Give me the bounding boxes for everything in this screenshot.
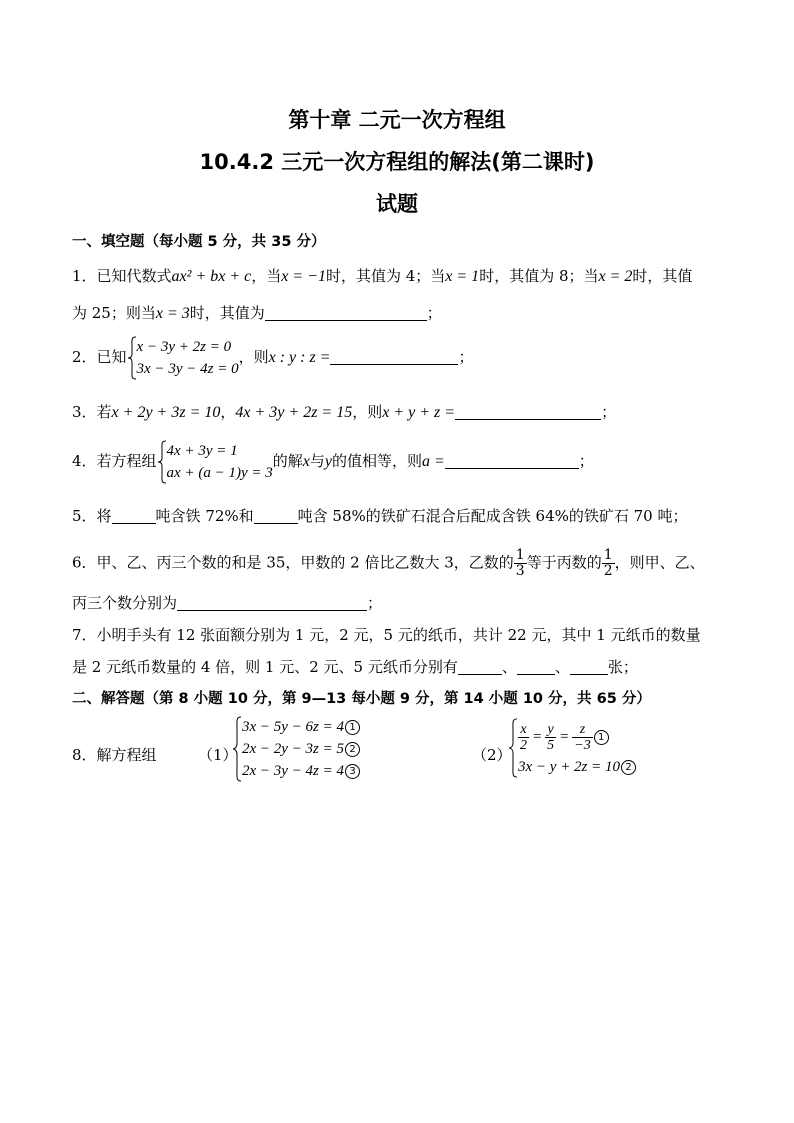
- q3-sum: x + y + z =: [382, 404, 456, 421]
- question-1-line-2: [72, 302, 442, 323]
- question-1-line-1: [72, 265, 692, 286]
- question-4: [72, 440, 594, 484]
- q7-separator: 、: [554, 658, 570, 676]
- q8-s1-equation-2: [242, 738, 360, 760]
- q5-blank-1[interactable]: [112, 508, 156, 524]
- q1-condition: x = −1: [281, 268, 326, 285]
- question-7-line-2: [72, 656, 638, 677]
- circled-number: 1: [594, 730, 609, 745]
- q1-text: 时，其值: [632, 267, 693, 285]
- q5-text: 吨含铁 72%和: [155, 507, 254, 525]
- q1-text: 1．已知代数式: [72, 267, 172, 285]
- question-6-line-2: [72, 592, 382, 613]
- q5-text: 5．将: [72, 507, 112, 525]
- q7-blank-3[interactable]: [570, 659, 608, 675]
- fraction-y-over-5: [545, 722, 556, 753]
- q4-text: 4．若方程组: [72, 452, 157, 470]
- q1-condition: x = 2: [598, 268, 633, 285]
- q3-equation-1: x + 2y + 3z = 10: [111, 404, 221, 421]
- q4-var-y: y: [324, 453, 332, 470]
- q8-part-2-label: （2）: [472, 746, 512, 764]
- left-brace-icon: [508, 718, 518, 778]
- fraction-one-half: [602, 548, 615, 579]
- q3-text: 3．若: [72, 403, 112, 421]
- fraction-numerator: 1: [515, 547, 525, 563]
- circled-number: 3: [345, 764, 360, 779]
- fraction-numerator: 1: [603, 547, 613, 563]
- q8-system-2-equations: [508, 718, 636, 778]
- q8-system-1-equations: [232, 716, 360, 782]
- q1-text: 时，其值为 8；当: [479, 267, 599, 285]
- q8-s2-equation-2: [518, 756, 636, 778]
- q6-text: 等于丙数的: [526, 553, 602, 572]
- circled-number: 1: [345, 720, 360, 735]
- q4-equation-1: 4x + 3y = 1: [166, 443, 238, 459]
- fraction-one-third: [514, 548, 527, 579]
- q2-text: 2．已知: [72, 348, 127, 366]
- fraction-numerator: y: [545, 722, 556, 738]
- q2-ratio: x : y : z =: [268, 349, 331, 366]
- question-8-label: 8．解方程组: [72, 746, 157, 764]
- q1-text: 为 25；则当: [72, 304, 156, 322]
- chapter-title: 第十章 二元一次方程组: [288, 108, 506, 132]
- q6-text: 6．甲、乙、丙三个数的和是 35，甲数的 2 倍比乙数大 3，乙数的: [72, 553, 514, 572]
- q6-text: 丙三个数分别为: [72, 594, 178, 612]
- q3-equation-2: 4x + 3y + 2z = 15: [235, 404, 353, 421]
- q7-blank-1[interactable]: [458, 659, 502, 675]
- section-answer-title: 二、解答题（第 8 小题 10 分，第 9—13 每小题 9 分，第 14 小题 10 分，共 65 分）: [72, 691, 651, 707]
- q5-blank-2[interactable]: [254, 508, 298, 524]
- q2-equation-1: x − 3y + 2z = 0: [136, 339, 232, 355]
- fraction-numerator: z: [572, 722, 592, 738]
- q6-answer-blank[interactable]: [177, 595, 367, 611]
- q8-s2-equation-1: [518, 718, 636, 756]
- question-2: [72, 336, 474, 380]
- equation-text: 2x − 2y − 3z = 5: [242, 741, 345, 757]
- q4-text: 的解: [272, 452, 303, 470]
- q4-text: 与: [309, 452, 325, 470]
- fraction-denominator: 3: [515, 563, 525, 579]
- q1-condition: x = 3: [155, 305, 190, 322]
- equals-sign: =: [532, 729, 543, 745]
- q1-text: 时，其值为: [189, 304, 265, 322]
- q8-part-1-label: （1）: [198, 746, 238, 764]
- q2-end: ；: [458, 348, 474, 366]
- q2-text: ，则: [238, 348, 269, 366]
- q3-text: ，则: [352, 403, 383, 421]
- q8-s1-equation-1: [242, 716, 360, 738]
- q7-end: 张；: [607, 658, 638, 676]
- left-brace-icon: [232, 716, 242, 782]
- q4-equation-2: ax + (a − 1)y = 3: [166, 465, 273, 481]
- q7-blank-2[interactable]: [517, 659, 555, 675]
- equation-text: 2x − 3y − 4z = 4: [242, 763, 345, 779]
- q4-var-x: x: [302, 453, 310, 470]
- q7-text: 是 2 元纸币数量的 4 倍，则 1 元、2 元、5 元纸币分别有: [72, 658, 458, 676]
- question-7-line-1: [72, 624, 701, 645]
- fraction-denominator: 2: [603, 563, 613, 579]
- fraction-numerator: x: [518, 722, 529, 738]
- q8-system-2: [508, 718, 636, 778]
- equation-text: 3x − y + 2z = 10: [518, 759, 621, 775]
- left-brace-icon: [157, 440, 167, 484]
- q7-text: 7．小明手头有 12 张面额分别为 1 元，2 元，5 元的纸币，共计 22 元，其中 1 元纸币的数量: [72, 626, 701, 644]
- q1-end: ；: [426, 304, 442, 322]
- q3-end: ；: [601, 403, 617, 421]
- circled-number: 2: [345, 742, 360, 757]
- circled-number: 2: [621, 760, 636, 775]
- q2-equation-2: 3x − 3y − 4z = 0: [136, 361, 239, 377]
- q2-answer-blank[interactable]: [330, 349, 458, 365]
- q3-separator: ，: [220, 403, 236, 421]
- q4-text: 的值相等，则: [331, 452, 422, 470]
- left-brace-icon: [127, 336, 137, 380]
- fraction-denominator: −3: [574, 738, 591, 754]
- q1-text: ，当: [251, 267, 282, 285]
- q1-text: 时，其值为 4；当: [325, 267, 446, 285]
- q8-s1-equation-3: [242, 760, 360, 782]
- question-3: [72, 401, 616, 422]
- equation-text: 3x − 5y − 6z = 4: [242, 719, 345, 735]
- q4-equation-system: [157, 440, 273, 484]
- question-6-line-1: [72, 548, 705, 579]
- q4-var-a: a =: [421, 453, 445, 470]
- question-5: [72, 505, 688, 526]
- q6-text: ，则甲、乙、: [614, 553, 705, 572]
- q4-answer-blank[interactable]: [445, 453, 579, 469]
- q5-text: 吨含 58%的铁矿石混合后配成含铁 64%的铁矿石 70 吨；: [297, 507, 688, 525]
- q8-system-1: [232, 716, 360, 782]
- q6-end: ；: [367, 594, 383, 612]
- section-fill-in-title: 一、填空题（每小题 5 分，共 35 分）: [72, 234, 326, 250]
- fraction-denominator: 5: [547, 738, 555, 754]
- lesson-title: 10.4.2 三元一次方程组的解法(第二课时): [199, 150, 595, 174]
- fraction-z-over-minus-3: [572, 722, 592, 753]
- q1-expression: ax² + bx + c: [171, 268, 252, 285]
- fraction-x-over-2: [518, 722, 529, 753]
- equals-sign: =: [559, 729, 570, 745]
- fraction-denominator: 2: [520, 738, 527, 754]
- worksheet-kind: 试题: [376, 192, 418, 216]
- q2-equation-system: [127, 336, 239, 380]
- q4-end: ；: [578, 452, 594, 470]
- q1-answer-blank[interactable]: [265, 305, 427, 321]
- q1-condition: x = 1: [445, 268, 480, 285]
- q7-separator: 、: [501, 658, 517, 676]
- q3-answer-blank[interactable]: [455, 404, 601, 420]
